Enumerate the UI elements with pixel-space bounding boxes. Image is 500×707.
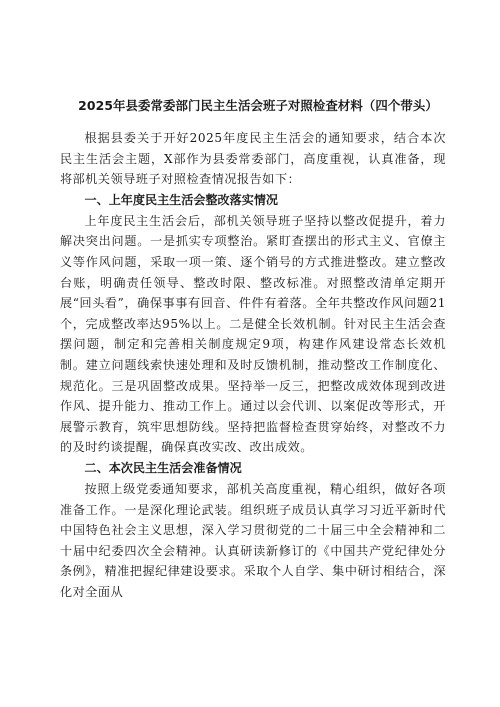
section-2-heading: 二、本次民主生活会准备情况 [84, 460, 242, 475]
section-2-paragraph: 按照上级党委通知要求，部机关高度重视，精心组织，做好各项准备工作。一是深化理论武装。组织班子成员认真学习习近平新时代中国特色社会主义思想，深入学习贯彻党的二十届三中全会精神和二十届中纪委四次全会精神。认真研读新修订的《中国共产党纪律处分条例》，精准把握纪律建设要求。采取个人自学、集中研讨相结合，深化对全面从 [60, 481, 446, 599]
section-1-paragraph: 上年度民主生活会后，部机关领导班子坚持以整改促提升，着力解决突出问题。一是抓实专项整治。紧盯查摆出的形式主义、官僚主义等作风问题，采取一项一策、逐个销号的方式推进整改。建立整改台账，明确责任领导、整改时限、整改标准。对照整改清单定期开展“回头看”，确保事事有回音、件件有着落。全年共整改作风问题21个，完成整改率达95%以上。二是健全长效机制。针对民主生活会查摆问题，制定和完善相关制度规定9项，构建作风建设常态长效机制。建立问题线索快速处理和及时反馈机制，推动整改工作制度化、规范化。三是巩固整改成果。坚持举一反三，把整改成效体现到改进作风、提升能力、推动工作上。通过以会代训、以案促改等形式，开展警示教育，筑牢思想防线。坚持把监督检查贯穿始终，对整改不力的及时约谈提醒，确保真改实改、改出成效。 [60, 213, 446, 455]
section-1-heading: 一、上年度民主生活会整改落实情况 [84, 192, 279, 207]
document-body [60, 128, 446, 602]
intro-paragraph: 根据县委关于开好2025年度民主生活会的通知要求，结合本次民主生活会主题，X部作为县委常委部门，高度重视，认真准备，现将部机关领导班子对照检查情况报告如下： [60, 131, 446, 187]
document-title: 2025年县委常委部门民主生活会班子对照检查材料（四个带头） [78, 98, 438, 113]
